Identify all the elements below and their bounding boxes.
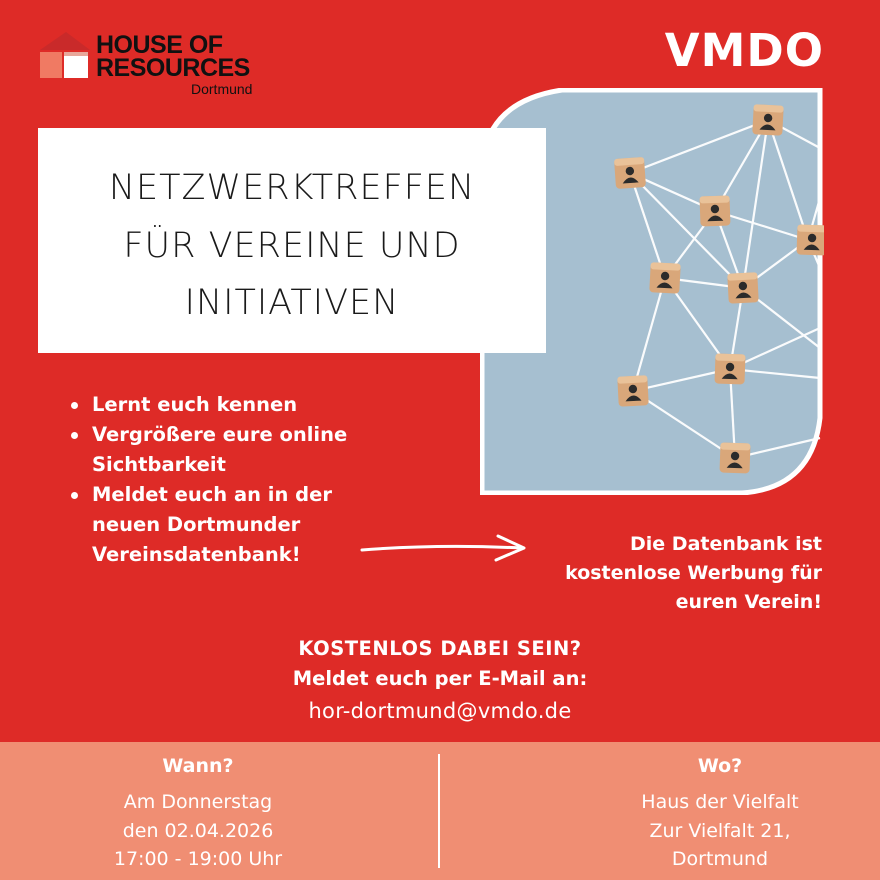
title-line-1: NETZWERKTREFFEN: [108, 168, 476, 208]
where-line-3: Dortmund: [671, 848, 769, 870]
benefit-line: Sichtbarkeit: [92, 453, 226, 476]
benefit-line: Lernt euch kennen: [92, 393, 298, 416]
column-divider: [438, 754, 440, 868]
call-to-action: [0, 634, 880, 728]
benefits-list: [68, 390, 368, 570]
when-line-2: den 02.04.2026: [122, 819, 274, 842]
contact-email-link[interactable]: hor-dortmund@vmdo.de: [308, 699, 572, 723]
bullet-dot-icon: [71, 402, 78, 409]
benefit-line: Vereinsdatenbank!: [92, 543, 301, 566]
where-column: [570, 752, 870, 874]
title-box: [38, 128, 546, 353]
when-column: [48, 752, 348, 874]
benefit-line: neuen Dortmunder: [92, 513, 301, 536]
where-line-2: Zur Vielfalt 21,: [649, 819, 791, 842]
promo-text: [522, 530, 822, 617]
title-line-2: FÜR VEREINE UND: [123, 226, 461, 266]
benefit-item: [68, 420, 368, 480]
house-of-resources-logo: [38, 30, 278, 100]
logo-text-city: Dortmund: [191, 81, 253, 97]
benefit-line: Vergrößere eure online: [92, 423, 348, 446]
logo-text-line1: HOUSE OF: [96, 31, 223, 59]
benefit-item: [68, 480, 368, 570]
when-heading: Wann?: [162, 755, 234, 777]
cta-heading: KOSTENLOS DABEI SEIN?: [298, 637, 582, 660]
vmdo-logo: VMDO: [664, 24, 824, 77]
event-info-band: [0, 742, 880, 880]
bullet-dot-icon: [71, 432, 78, 439]
title-line-3: INITIATIVEN: [184, 283, 400, 323]
arrow-right-icon: [358, 532, 530, 568]
promo-line-1: Die Datenbank ist: [630, 533, 822, 555]
bullet-dot-icon: [71, 492, 78, 499]
benefit-item: [68, 390, 368, 420]
promo-line-3: euren Verein!: [675, 591, 822, 613]
house-icon: [38, 30, 94, 82]
where-heading: Wo?: [697, 755, 743, 777]
promo-line-2: kostenlose Werbung für: [565, 562, 822, 584]
when-line-1: Am Donnerstag: [123, 791, 273, 813]
cta-subheading: Meldet euch per E-Mail an:: [292, 667, 588, 690]
logo-text-line2: RESOURCES: [96, 54, 250, 82]
when-line-3: 17:00 - 19:00 Uhr: [113, 848, 283, 870]
where-line-1: Haus der Vielfalt: [641, 791, 799, 813]
benefit-line: Meldet euch an in der: [92, 483, 332, 506]
